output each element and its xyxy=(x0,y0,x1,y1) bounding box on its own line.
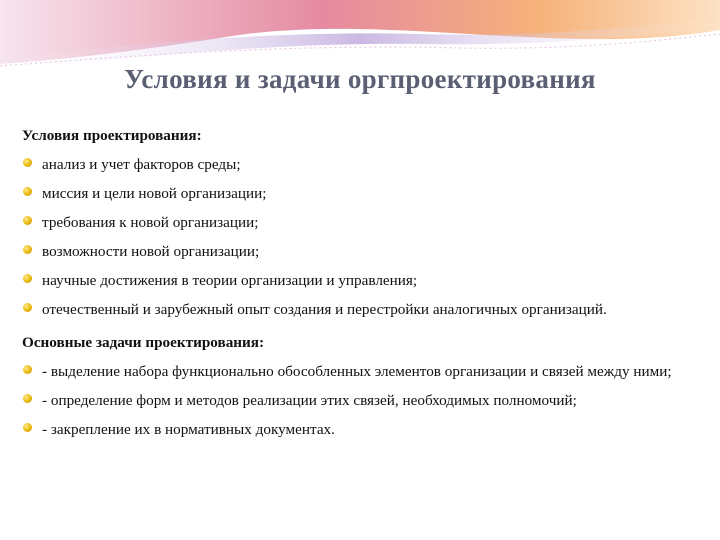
list-item: научные достижения в теории организации и управления; xyxy=(22,269,702,292)
list-item: - выделение набора функционально обособленных элементов организации и связей между ними; xyxy=(22,360,702,383)
list-item: миссия и цели новой организации; xyxy=(22,182,702,205)
bullet-icon xyxy=(23,274,32,283)
slide-content xyxy=(22,124,702,447)
tasks-list xyxy=(22,360,702,441)
list-item: требования к новой организации; xyxy=(22,211,702,234)
list-item: анализ и учет факторов среды; xyxy=(22,153,702,176)
page-title: Условия и задачи оргпроектирования xyxy=(124,64,596,94)
section-heading-conditions: Условия проектирования: xyxy=(22,127,202,144)
list-item: - закрепление их в нормативных документах. xyxy=(22,418,702,441)
bullet-icon xyxy=(23,394,32,403)
bullet-icon xyxy=(23,365,32,374)
bullet-icon xyxy=(23,245,32,254)
bullet-icon xyxy=(23,187,32,196)
bullet-icon xyxy=(23,216,32,225)
bullet-icon xyxy=(23,158,32,167)
section-heading-tasks: Основные задачи проектирования: xyxy=(22,334,265,351)
list-item: отечественный и зарубежный опыт создания и перестройки аналогичных организаций. xyxy=(22,298,702,321)
bullet-icon xyxy=(23,423,32,432)
list-item: возможности новой организации; xyxy=(22,240,702,263)
list-item: - определение форм и методов реализации этих связей, необходимых полномочий; xyxy=(22,389,702,412)
bullet-icon xyxy=(23,303,32,312)
conditions-list xyxy=(22,153,702,321)
